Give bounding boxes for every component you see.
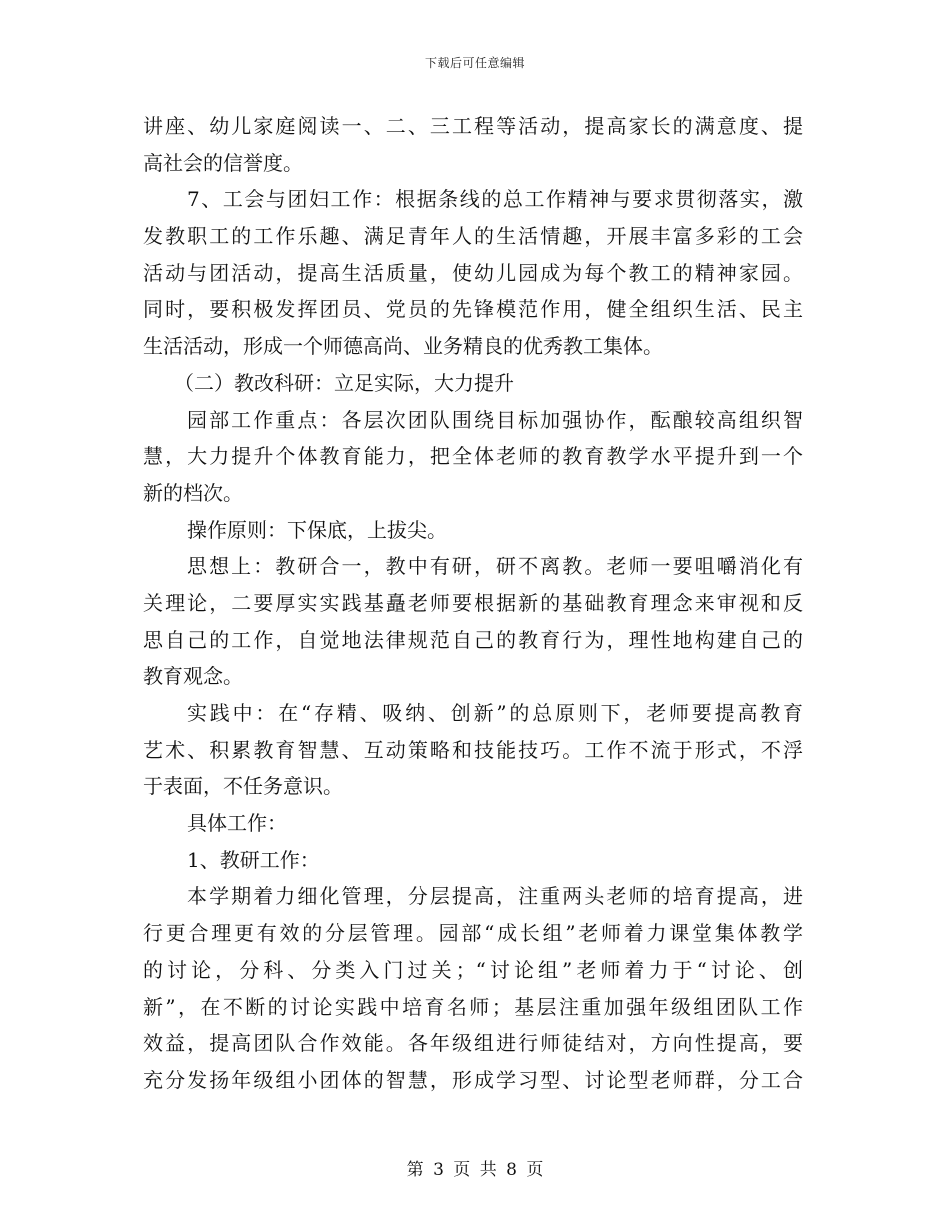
page-number: 第 3 页 共 8 页	[406, 1160, 544, 1180]
text-line: 1、教研工作：	[187, 847, 320, 872]
text-line: 发教职工的工作乐趣、满足青年人的生活情趣，开展丰富多彩的工会	[143, 224, 803, 249]
text-line: 行更合理更有效的分层管理。园部“成长组”老师着力课堂集体教学	[143, 921, 803, 946]
text-line: 操作原则：下保底，上拔尖。	[187, 517, 447, 542]
section-heading: （二）教改科研：立足实际，大力提升	[174, 370, 514, 395]
text-line: 新的档次。	[143, 480, 243, 505]
text-line: 效益，提高团队合作效能。各年级组进行师徒结对，方向性提高，要	[143, 1031, 803, 1056]
text-line: 思自己的工作，自觉地法律规范自己的教育行为，理性地构建自己的	[143, 627, 803, 652]
text-line: 充分发扬年级组小团体的智慧，形成学习型、讨论型老师群，分工合	[143, 1067, 803, 1092]
text-line: 于表面，不任务意识。	[143, 774, 343, 799]
text-line: 艺术、积累教育智慧、互动策略和技能技巧。工作不流于形式，不浮	[143, 737, 803, 762]
header-note: 下载后可任意编辑	[424, 56, 525, 70]
text-line: 关理论，二要厚实实践基矗老师要根据新的基础教育理念来审视和反	[143, 590, 803, 615]
text-line: 的讨论，分科、分类入门过关；“讨论组”老师着力于“讨论、创	[143, 957, 803, 982]
document-body	[143, 108, 803, 1099]
text-line: 具体工作：	[187, 811, 287, 836]
text-line: 同时，要积极发挥团员、党员的先锋模范作用，健全组织生活、民主	[143, 297, 803, 322]
text-line: 教育观念。	[143, 664, 243, 689]
text-line: 本学期着力细化管理，分层提高，注重两头老师的培育提高，进	[187, 884, 803, 909]
text-line: 高社会的信誉度。	[143, 150, 303, 175]
text-line: 生活活动，形成一个师德高尚、业务精良的优秀教工集体。	[143, 334, 663, 359]
text-line: 活动与团活动，提高生活质量，使幼儿园成为每个教工的精神家园。	[143, 260, 803, 285]
text-line: 实践中：在“存精、吸纳、创新”的总原则下，老师要提高教育	[187, 701, 803, 725]
text-line: 讲座、幼儿家庭阅读一、二、三工程等活动，提高家长的满意度、提	[143, 114, 803, 138]
text-line: 思想上：教研合一，教中有研，研不离教。老师一要咀嚼消化有	[187, 554, 803, 579]
text-line: 园部工作重点：各层次团队围绕目标加强协作，酝酿较高组织智	[187, 407, 803, 432]
text-line: 7、工会与团妇工作：根据条线的总工作精神与要求贯彻落实，激	[187, 187, 803, 212]
text-line: 慧，大力提升个体教育能力，把全体老师的教育教学水平提升到一个	[143, 444, 803, 469]
text-line: 新”，在不断的讨论实践中培育名师；基层注重加强年级组团队工作	[143, 994, 803, 1019]
